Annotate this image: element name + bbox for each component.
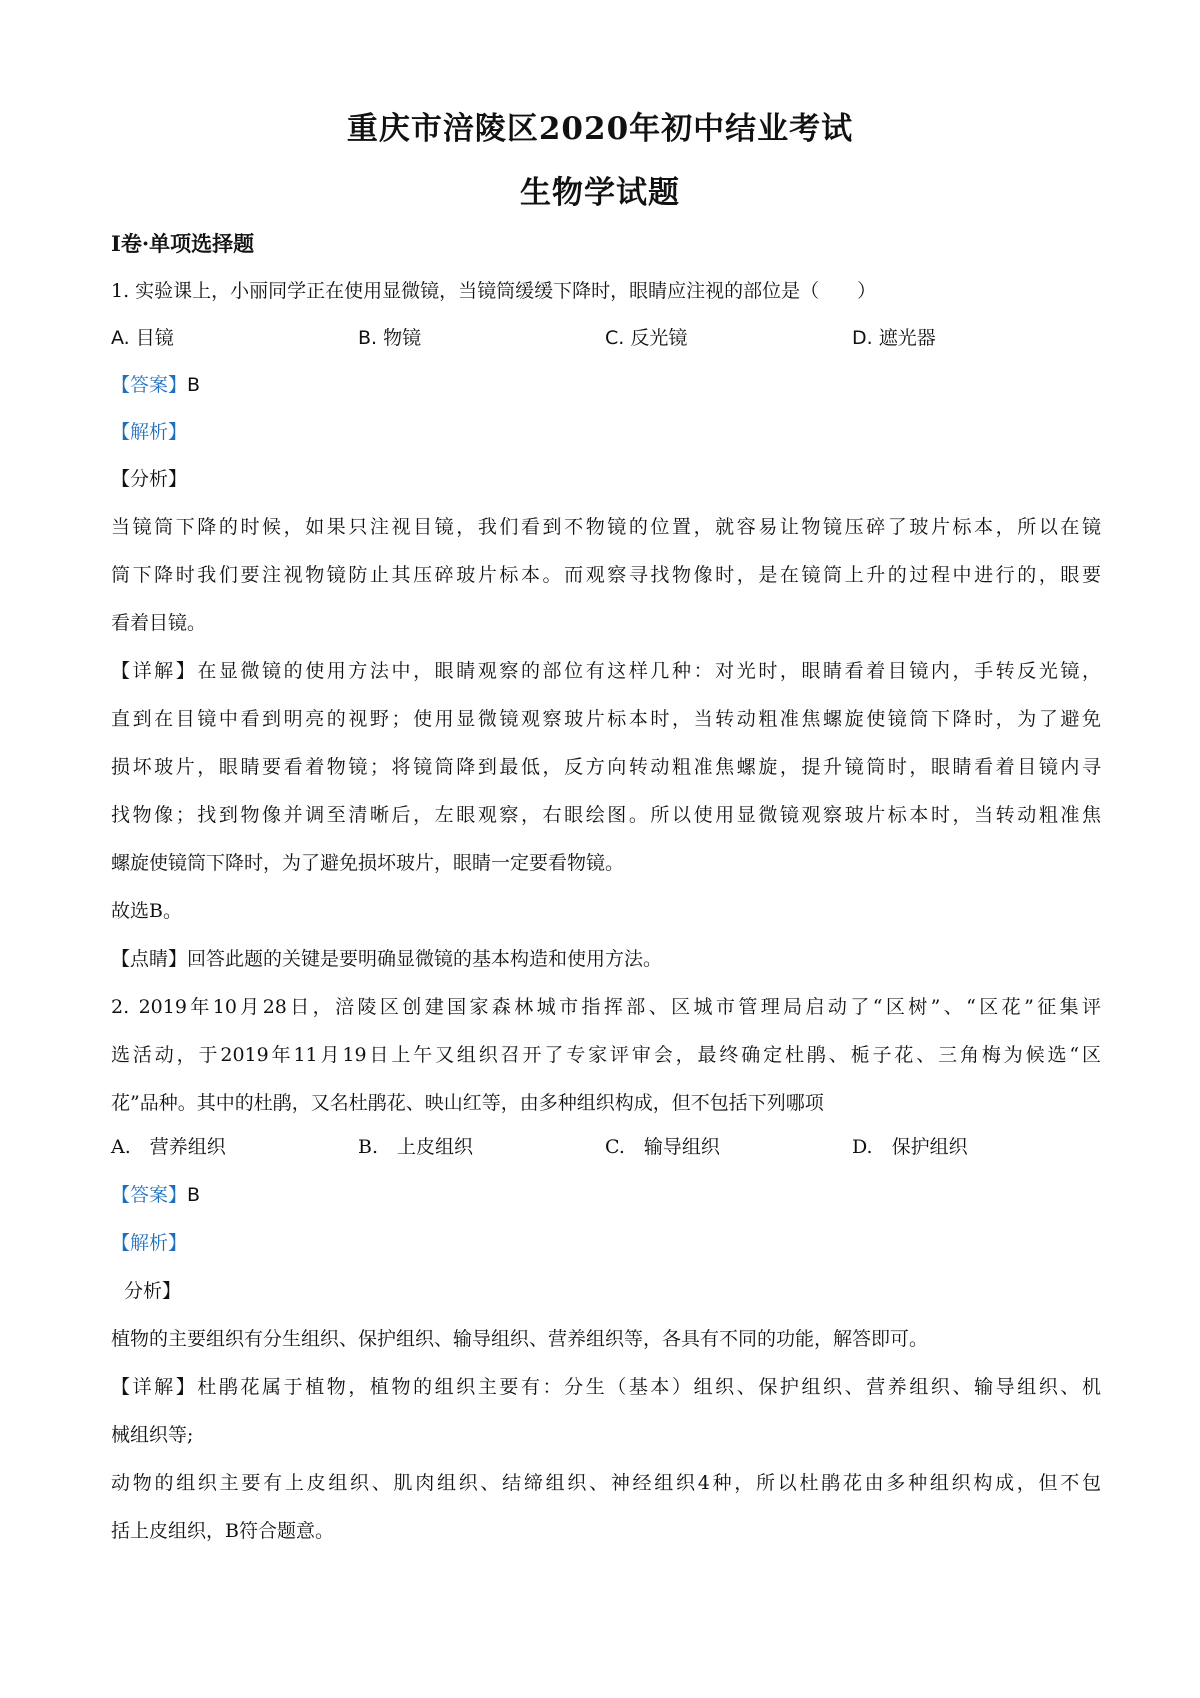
q2-xiangjie-line: 杜鹃花属于植物，植物的组织主要有：分生（基本）组织、保护组织、营养组织、输导组织、机 [197,1376,1101,1398]
q1-answer-row [111,376,1101,395]
q1-answer-tag: 【答案】 [111,374,188,396]
q1-option-c: C. 反光镜 [605,327,688,349]
exam-subtitle: 生物学试题 [520,175,680,211]
q1-xiangjie-line: 找物像；找到物像并调至清晰后，左眼观察，右眼绘图。所以使用显微镜观察玻片标本时，当转动粗准焦 [111,804,1101,826]
q1-fenxi-tag: 【分析】 [111,468,188,490]
q1-xiangjie-line: 在显微镜的使用方法中，眼睛观察的部位有这样几种：对光时，眼睛看着目镜内，手转反光镜， [197,660,1101,682]
exam-title: 重庆市涪陵区2020年初中结业考试 [346,111,854,147]
q1-dianjing-row [111,950,1101,969]
q1-fenxi-line: 看着目镜。 [111,612,207,634]
q1-option-d: D. 遮光器 [852,327,936,349]
q2-answer: B [187,1184,201,1206]
q1-answer: B [187,374,201,396]
q2-xiangjie-row [111,1378,1101,1397]
q1-jiexi-tag: 【解析】 [111,421,188,443]
q2-xiangjie-line: 械组织等; [111,1424,194,1446]
q1-xiangjie-line: 螺旋使镜筒下降时，为了避免损坏玻片，眼睛一定要看物镜。 [111,852,625,874]
q2-answer-tag: 【答案】 [111,1184,188,1206]
q2-option-c: C. 输导组织 [605,1136,720,1158]
q1-conclusion: 故选B。 [111,900,182,922]
q1-xiangjie-tag: 【详解】 [111,660,198,682]
q2-xiangjie-line: 动物的组织主要有上皮组织、肌肉组织、结缔组织、神经组织4种，所以杜鹃花由多种组织构成，但不包 [111,1472,1101,1494]
q1-dianjing: 回答此题的关键是要明确显微镜的基本构造和使用方法。 [187,948,663,970]
q1-fenxi-line: 筒下降时我们要注视物镜防止其压碎玻片标本。而观察寻找物像时，是在镜筒上升的过程中进行的，眼要 [111,564,1101,586]
q1-xiangjie-line: 直到在目镜中看到明亮的视野；使用显微镜观察玻片标本时，当转动粗准焦螺旋使镜筒下降时，为了避免 [111,708,1101,730]
q1-stem: 1. 实验课上，小丽同学正在使用显微镜，当镜筒缓缓下降时，眼睛应注视的部位是（ ） [111,280,877,302]
q2-xiangjie-tag: 【详解】 [111,1376,198,1398]
q1-fenxi-line: 当镜筒下降的时候，如果只注视目镜，我们看到不物镜的位置，就容易让物镜压碎了玻片标本，所以在镜 [111,516,1101,538]
q2-xiangjie-line: 括上皮组织，B符合题意。 [111,1520,334,1542]
q2-option-a: A. 营养组织 [111,1136,226,1158]
q2-fenxi-tag: 分析】 [124,1280,182,1302]
q1-xiangjie-line: 损坏玻片，眼睛要看着物镜；将镜筒降到最低，反方向转动粗准焦螺旋，提升镜筒时，眼睛看着目镜内寻 [111,756,1101,778]
q2-answer-row [111,1186,1101,1205]
q2-stem-line: 花”品种。其中的杜鹃，又名杜鹃花、映山红等，由多种组织构成，但不包括下列哪项 [111,1092,824,1114]
section-heading: Ⅰ卷·单项选择题 [111,231,255,256]
q2-jiexi-tag: 【解析】 [111,1232,188,1254]
q1-xiangjie-row [111,662,1101,681]
q1-option-a: A. 目镜 [111,327,174,349]
q2-option-b: B. 上皮组织 [358,1136,474,1158]
q2-option-d: D. 保护组织 [852,1136,968,1158]
q1-dianjing-tag: 【点睛】 [111,948,188,970]
q2-stem-line: 2. 2019年10月28日，涪陵区创建国家森林城市指挥部、区城市管理局启动了“区树”、“区花”征集评 [111,996,1101,1018]
q2-fenxi: 植物的主要组织有分生组织、保护组织、输导组织、营养组织等，各具有不同的功能，解答即可。 [111,1328,929,1350]
q1-option-b: B. 物镜 [358,327,422,349]
q2-stem-line: 选活动，于2019年11月19日上午又组织召开了专家评审会，最终确定杜鹃、栀子花、三角梅为候选“区 [111,1044,1101,1066]
